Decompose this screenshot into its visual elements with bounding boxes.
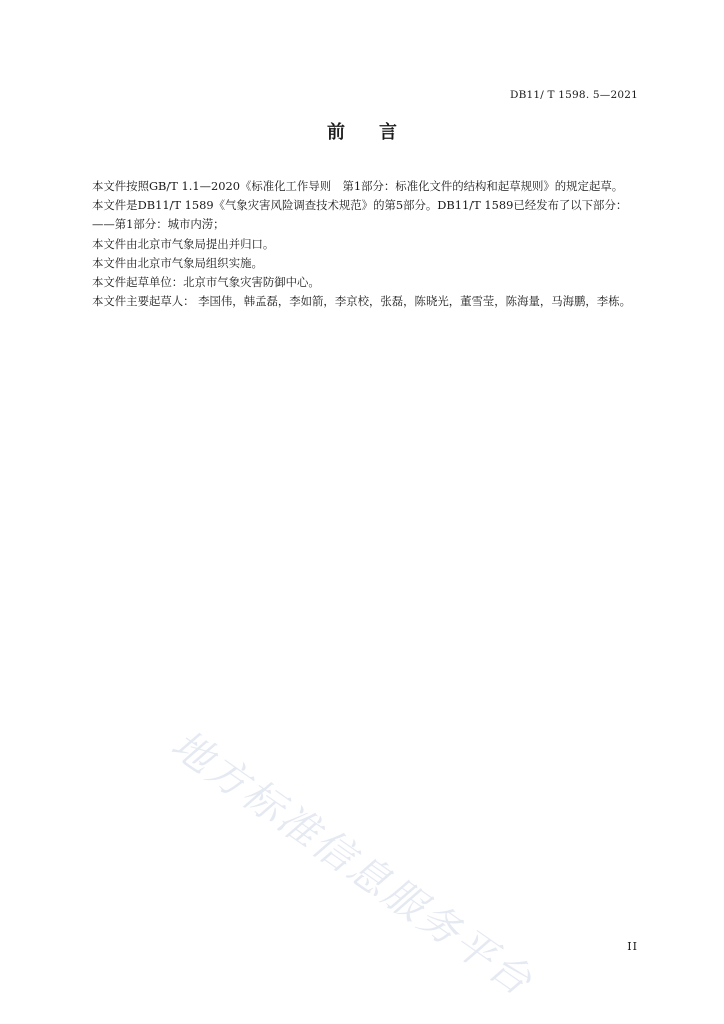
- paragraph-drafting-unit: 本文件起草单位：北京市气象灾害防御中心。: [92, 275, 320, 290]
- watermark-text: 地方标准信息服务平台: [162, 721, 542, 1006]
- foreword-body: [68, 177, 640, 311]
- document-code: DB11/ T 1598. 5—2021: [509, 89, 638, 101]
- paragraph-published-part-1: ——第1部分：城市内涝；: [92, 217, 225, 232]
- page-number: II: [627, 940, 638, 953]
- paragraph-implementer: 本文件由北京市气象局组织实施。: [92, 255, 263, 270]
- paragraph-drafting-rules: 本文件按照GB/T 1.1—2020《标准化工作导则 第1部分：标准化文件的结构和起草规则》的规定起草。: [92, 179, 624, 193]
- page-title: 前言: [327, 122, 431, 143]
- paragraph-drafters: 本文件主要起草人： 李国伟，韩孟磊，李如箭，李京校，张磊，陈晓光，董雪莹，陈海量，马海鹏，李栋。: [92, 294, 631, 309]
- paragraph-proposer: 本文件由北京市气象局提出并归口。: [92, 236, 275, 251]
- paragraph-series-part: 本文件是DB11/T 1589《气象灾害风险调查技术规范》的第5部分。DB11/T 1589已经发布了以下部分：: [92, 198, 628, 213]
